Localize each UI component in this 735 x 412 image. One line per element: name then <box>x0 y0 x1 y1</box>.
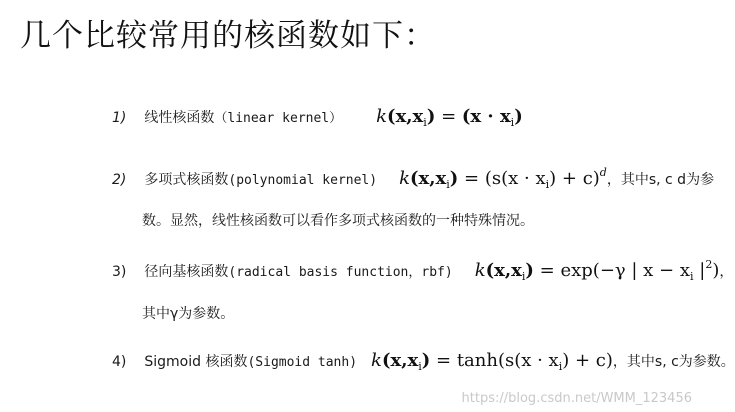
kernel-formula: $k(x,x_i) = \tanh(s(x \cdot x_i) + c)$ <box>371 350 613 373</box>
kernel-item-rbf <box>112 258 733 283</box>
item-number: 1) <box>112 110 127 126</box>
kernel-note: ， <box>719 264 734 280</box>
kernel-english-name: (polynomial kernel) <box>228 173 378 188</box>
kernel-formula: $k(x,x_i) = \exp(-\gamma$ | $x - x_i$ $|^2$) <box>474 258 720 283</box>
kernel-item-rbf-continued <box>142 303 234 323</box>
kernel-english-name: (radical basis function，rbf) <box>228 265 453 280</box>
watermark: https://blog.csdn.net/WMM_123456 <box>461 391 692 406</box>
kernel-note-continued: 数。显然，线性核函数可以看作多项式核函数的一种特殊情况。 <box>142 213 534 229</box>
item-number: 3) <box>112 264 127 280</box>
item-number: 2) <box>112 172 127 188</box>
kernel-name: 线性核函数 <box>144 110 215 126</box>
kernel-item-sigmoid <box>112 350 735 373</box>
kernel-english-name: (Sigmoid tanh) <box>247 355 358 370</box>
kernel-formula: $k(x,x_i) = (x \cdot x_i)$ <box>376 106 523 129</box>
kernel-name: 径向基核函数 <box>144 264 229 280</box>
item-number: 4) <box>112 354 127 370</box>
kernel-item-polynomial-continued <box>142 210 534 230</box>
kernel-name: 多项式核函数 <box>144 172 229 188</box>
kernel-item-linear <box>112 106 523 129</box>
kernel-item-polynomial <box>112 166 714 191</box>
kernel-note: ，其中s, c为参数。 <box>612 354 735 370</box>
page-heading: 几个比较常用的核函数如下： <box>20 18 436 54</box>
kernel-note: ，其中s, c d为参 <box>606 172 715 188</box>
kernel-name: Sigmoid 核函数 <box>144 354 248 370</box>
kernel-formula: $k(x,x_i) = (s(x \cdot x_i) + c)^d$ <box>399 166 607 191</box>
kernel-note-continued: 其中γ为参数。 <box>142 306 235 322</box>
kernel-english-name: （linear kernel） <box>214 111 343 126</box>
